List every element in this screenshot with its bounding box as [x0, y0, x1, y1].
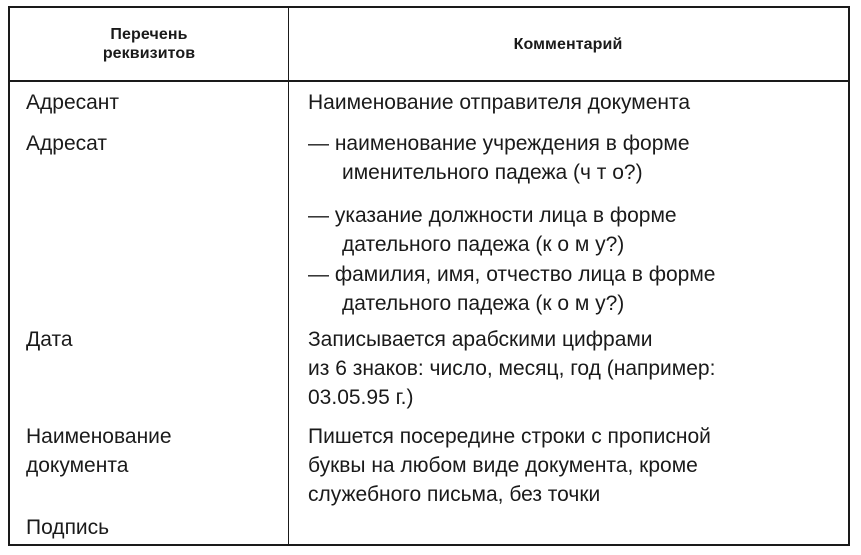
column-divider: [288, 8, 289, 544]
row-data-label: Дата: [26, 328, 73, 351]
row-podpis-label: Подпись: [26, 516, 110, 539]
header-col-comment: Комментарий: [513, 35, 623, 53]
row-data-comment-line1: Записывается арабскими цифрами: [308, 328, 653, 351]
row-naim-label-line2: документа: [26, 454, 129, 477]
row-adresat-item3-line2: дательного падежа (к о м у?): [342, 292, 625, 315]
row-naim-comment-line3: служебного письма, без точки: [308, 483, 601, 506]
row-naim-comment-line1: Пишется посередине строки с прописной: [308, 425, 711, 448]
row-adresat-item1-line1: — наименование учреждения в форме: [308, 132, 690, 155]
row-naim-comment-line2: буквы на любом виде документа, кроме: [308, 454, 698, 477]
requisites-table: [8, 6, 850, 546]
row-data-comment-line2: из 6 знаков: число, месяц, год (например:: [308, 357, 716, 380]
row-adresant-comment: Наименование отправителя документа: [308, 91, 691, 114]
row-adresat-item2-line1: — указание должности лица в форме: [308, 204, 677, 227]
row-adresat-item1-line2: именительного падежа (ч т о?): [342, 161, 643, 184]
header-col-requisites: [10, 8, 288, 80]
row-naim-label-line1: Наименование: [26, 425, 172, 448]
row-data-comment-line3: 03.05.95 г.): [308, 386, 414, 409]
row-adresat-label: Адресат: [26, 132, 107, 155]
row-adresant-label: Адресант: [26, 91, 120, 114]
row-adresat-item3-line1: — фамилия, имя, отчество лица в форме: [308, 263, 716, 286]
row-adresat-item2-line2: дательного падежа (к о м у?): [342, 233, 625, 256]
header-col1-line2: реквизитов: [102, 45, 196, 62]
header-col1-line1: Перечень: [110, 26, 188, 43]
table-header: [10, 8, 848, 82]
